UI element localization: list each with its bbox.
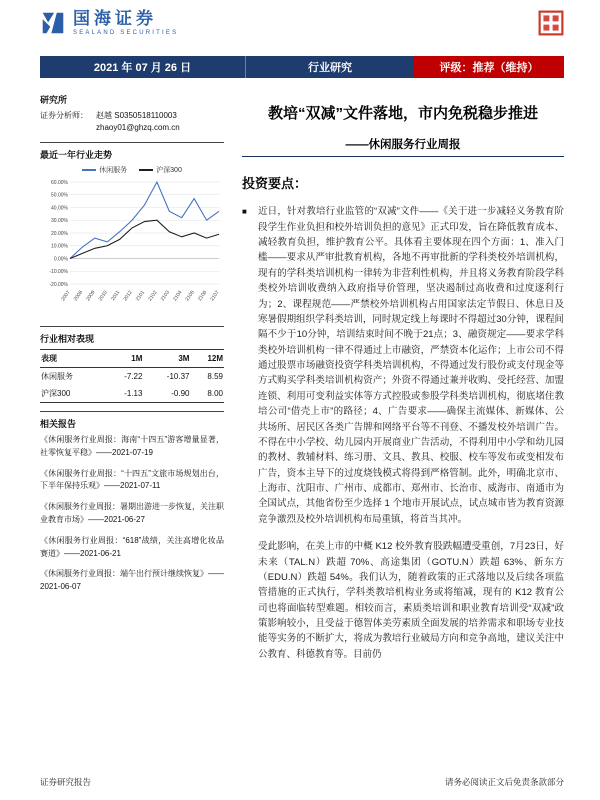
performance-table	[40, 349, 224, 403]
svg-text:0.00%: 0.00%	[53, 256, 68, 263]
related-reports-title: 相关报告	[40, 419, 77, 429]
svg-text:2009: 2009	[85, 289, 97, 303]
svg-text:2008: 2008	[72, 289, 85, 303]
brand	[40, 10, 178, 36]
svg-text:10.00%: 10.00%	[51, 243, 68, 250]
divider	[40, 411, 224, 412]
analyst-block	[40, 110, 224, 134]
svg-text:2106: 2106	[196, 289, 209, 303]
report-date: 2021 年 07 月 26 日	[93, 62, 192, 74]
related-report-link[interactable]: 《休闲服务行业周报：海南“十四五”游客增量显著，社零恢复平稳》——2021-07-19	[40, 435, 224, 457]
institute-label: 研究所	[40, 95, 68, 105]
footer-report-type: 证券研究报告	[40, 777, 92, 787]
analyst-name: 赵越	[96, 111, 112, 120]
rating-badge: 评级：推荐（维持）	[414, 56, 564, 78]
legend-label-hs300: 沪深300	[156, 167, 182, 174]
performance-title: 行业相对表现	[40, 334, 95, 344]
svg-text:20.00%: 20.00%	[51, 230, 68, 237]
related-report-link[interactable]: 《休闲服务行业周报：“618”战绩，关注高增化妆品赛道》——2021-06-21	[40, 535, 224, 558]
svg-text:2107: 2107	[209, 289, 221, 303]
perf-cell: -0.90	[143, 385, 190, 403]
legend-label-leisure: 休闲服务	[99, 167, 128, 174]
industry-trend-chart	[40, 176, 224, 318]
svg-text:2007: 2007	[60, 289, 72, 303]
related-report-link[interactable]: 《休闲服务行业周报：暑期出游进一步恢复，关注职业教育市场》——2021-06-27	[40, 502, 224, 524]
key-point-paragraph: 近日，针对教培行业监管的“双减”文件——《关于进一步减轻义务教育阶段学生作业负担和校外培训负担的意见》正式印发，旨在降低教育成本、减轻教育负担，维护教育公平。具体看主要体现在四个方面：1、准入门槛——要求从严审批教育机构，各地不再审批新的学科类校外培训机构，现有的学科类培训机构一律转为非营利性机构，并且将义务教育阶段学科类校外培训收费纳入政府指导价管理，坚决遏制过高收费和过度逐利行为；2、课程规范——严禁校外培训机构占用国家法定节假日、休息日及寒暑假期组织学科类培训，同时规定线上每课时不得超过30分钟，课程间隔不少于10分钟，培训结束时间不晚于21点；3、融资规定——要求学科类校外培训机构一律不得通过上市融资，严禁资本化运作；上市公司不得通过股票市场融资投资学科类培训机构，不得通过发行股份或支付现金等方式购买学科类培训机构资产；外资不得通过兼并收购、受托经营、加盟连锁、利用可变利益实体等方式控股或参股学科类培训机构，彻底堵住教培公司“借壳上市”的路径；4、广告要求——确保主流媒体、新媒体、公共场所、居民区各类广告牌和网络平台等不刊登、不播发校外培训广告。不得在中小学校、幼儿园内开展商业广告活动，不得利用中小学和幼儿园的教材、教辅材料、练习册、文具、教具、校服、校车等发布或变相发布广告，资本主导下的过度烧钱模式将得到严格管制。此外，明确北京市、上海市、沈阳市、广州市、成都市、郑州市、长治市、威海市、南通市为全国试点，其他省份至少选择 1 个地市开展试点，试点城市皆为教育资源竞争激烈及校外培训机构布局重镇，将首当其冲。	[258, 206, 564, 525]
table-row	[40, 368, 224, 386]
svg-text:-20.00%: -20.00%	[49, 281, 68, 288]
svg-text:2011: 2011	[110, 289, 122, 302]
investment-highlights-heading: 投资要点：	[242, 176, 308, 192]
svg-text:50.00%: 50.00%	[51, 192, 68, 199]
page-title: 教培“双减”文件落地，市内免税稳步推进	[267, 105, 538, 122]
performance-header-row	[40, 350, 224, 368]
page-footer	[40, 770, 564, 788]
report-category: 行业研究	[245, 56, 414, 78]
perf-cell: 8.59	[207, 372, 223, 381]
svg-text:2105: 2105	[184, 289, 196, 303]
divider	[40, 142, 224, 143]
svg-text:2010: 2010	[97, 289, 109, 303]
perf-col-header: 表现	[40, 350, 105, 368]
sealand-logo-icon	[40, 10, 66, 36]
info-bar	[40, 56, 564, 78]
analyst-email[interactable]: zhaoy01@ghzq.com.cn	[96, 123, 180, 132]
divider	[40, 326, 224, 327]
company-seal-icon	[538, 10, 564, 36]
chart-legend	[40, 165, 224, 175]
svg-text:30.00%: 30.00%	[51, 218, 68, 225]
legend-swatch-hs300-icon	[139, 169, 153, 171]
table-row	[40, 385, 224, 403]
divider	[242, 156, 564, 157]
perf-col-header: 12M	[190, 350, 224, 368]
svg-text:40.00%: 40.00%	[51, 205, 68, 212]
perf-cell: 8.00	[190, 385, 224, 403]
svg-text:2102: 2102	[147, 289, 159, 303]
footer-disclaimer-note: 请务必阅读正文后免责条款部分	[444, 777, 564, 787]
legend-item-leisure	[82, 165, 127, 175]
bullet-icon: ■	[242, 207, 247, 217]
legend-item-hs300	[139, 165, 182, 175]
svg-text:2104: 2104	[172, 289, 184, 303]
analyst-label: 证券分析师：	[40, 111, 88, 120]
svg-text:2101: 2101	[134, 289, 147, 303]
legend-swatch-leisure-icon	[82, 169, 96, 171]
main-content	[242, 88, 564, 770]
perf-cell: -1.13	[105, 385, 144, 403]
brand-name-en: SEALAND SECURITIES	[73, 29, 179, 36]
sidebar	[40, 88, 224, 770]
brand-name-cn: 国海证券	[73, 9, 157, 28]
perf-col-header: 1M	[105, 350, 144, 368]
trend-chart-title: 最近一年行业走势	[40, 150, 113, 160]
svg-text:60.00%: 60.00%	[51, 179, 68, 186]
svg-text:2012: 2012	[122, 289, 134, 303]
perf-col-header: 3M	[143, 350, 190, 368]
key-point-block	[242, 204, 564, 527]
svg-text:-10.00%: -10.00%	[49, 269, 68, 276]
perf-cell: -7.22	[124, 372, 143, 381]
related-report-link[interactable]: 《休闲服务行业周报：“十四五”文旅市场规划出台，下半年保持乐观》——2021-07-11	[40, 468, 224, 491]
perf-cell: -10.37	[166, 372, 190, 381]
market-impact-paragraph: 受此影响，在美上市的中概 K12 校外教育股跌幅遭受重创，7月23日，好未来（TAL.N）跌超 70%、高途集团（GOTU.N）跌超 63%、新东方（EDU.N）跌超 54%。我们认为，随着政策的正式落地以及后续各项监管措施的正式执行，学科类教培机构业务或将缩减，现有的 K12 教育公司也将面临转型难题。相较而言，素质类培训和职业教育培训受“双减”政策影响较小，且受益于德智体美劳素质全面发展的培养需求和职场专业技能等实务的不断扩大，将成为教培行业破局方向和竞争高地，建议关注中公教育、科德教育等。目前仍	[258, 541, 564, 660]
perf-cell: 休闲服务	[41, 372, 73, 381]
related-report-link[interactable]: 《休闲服务行业周报：端午出行预计继续恢复》——2021-06-07	[40, 569, 224, 592]
perf-cell: 沪深300	[40, 385, 105, 403]
header	[40, 10, 564, 54]
svg-text:2103: 2103	[159, 289, 171, 303]
analyst-cert-id: S0350518110003	[114, 111, 177, 120]
report-series-subtitle: ——休闲服务行业周报	[345, 139, 461, 152]
